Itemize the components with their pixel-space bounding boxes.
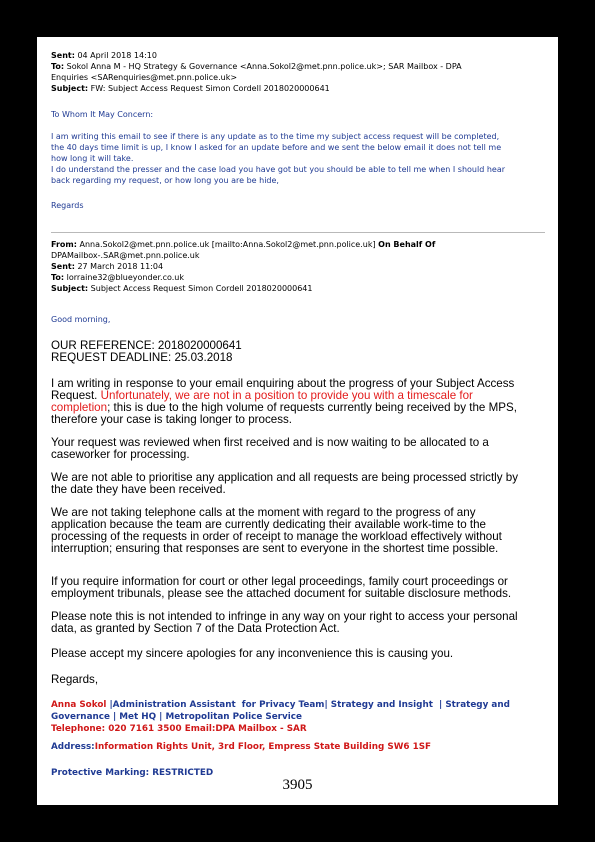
request-deadline: REQUEST DEADLINE: 25.03.2018 (51, 351, 233, 364)
signature-line-2: Governance | Met HQ | Metropolitan Police Service (51, 712, 302, 722)
body-line: processing of the requests in order of receipt to manage the workload effectively without (51, 530, 502, 543)
signature-address: Address:Information Rights Unit, 3rd Floor, Empress State Building SW6 1SF (51, 742, 432, 752)
protective-marking: Protective Marking: RESTRICTED (51, 768, 214, 778)
fw-greeting: To Whom It May Concern: (51, 110, 154, 119)
body-line: completion; this is due to the high volume of requests currently being received by the MPS, (51, 401, 517, 414)
body-line: I am writing in response to your email enquiring about the progress of your Subject Access (51, 377, 515, 390)
body-line: Please accept my sincere apologies for any inconvenience this is causing you. (51, 647, 454, 660)
fw-to-line: To: Sokol Anna M - HQ Strategy & Governance <Anna.Sokol2@met.pnn.police.uk>; SAR Mailbox - DPA (51, 62, 462, 71)
body-line: We are not able to prioritise any application and all requests are being processed strictly by (51, 471, 519, 484)
body-line: application because the team are currently dedicating their available work-time to the (51, 518, 487, 531)
fw-to-line-2: Enquiries <SARenquiries@met.pnn.police.uk> (51, 73, 238, 82)
fw-paragraph-line: the 40 days time limit is up, I know I asked for an update before and we sent the below email it does not tell me (51, 143, 502, 152)
reference-number: OUR REFERENCE: 2018020000641 (51, 339, 242, 352)
fw-paragraph-line: I am writing this email to see if there is any update as to the time my subject access request will be completed, (51, 132, 500, 141)
body-line: If you require information for court or other legal proceedings, family court proceedings or (51, 575, 508, 588)
fw-sent-line: Sent: 04 April 2018 14:10 (51, 51, 157, 60)
fw-subject-line: Subject: FW: Subject Access Request Simon Cordell 2018020000641 (51, 84, 330, 93)
orig-from-line: From: Anna.Sokol2@met.pnn.police.uk [mailto:Anna.Sokol2@met.pnn.police.uk] On Behalf Of (51, 240, 436, 249)
document-page (37, 37, 558, 805)
page-number: 3905 (282, 777, 313, 793)
body-line: Request. Unfortunately, we are not in a position to provide you with a timescale for (51, 389, 473, 402)
divider-rule (51, 232, 545, 233)
body-line: employment tribunals, please see the attached document for suitable disclosure methods. (51, 587, 512, 600)
signature-line-1: Anna Sokol |Administration Assistant for Privacy Team| Strategy and Insight | Strategy and (51, 700, 510, 710)
orig-sent-line: Sent: 27 March 2018 11:04 (51, 262, 164, 271)
fw-paragraph-line: back regarding my request, or how long you are be hide, (51, 176, 279, 185)
body-line: Please note this is not intended to infringe in any way on your right to access your personal (51, 610, 518, 623)
fw-paragraph-line: how long it will take. (51, 154, 134, 163)
body-line: interruption; ensuring that responses are sent to everyone in the shortest time possible. (51, 542, 499, 555)
body-line: data, as granted by Section 7 of the Data Protection Act. (51, 622, 340, 635)
body-line: the date they have been received. (51, 483, 226, 496)
body-line: caseworker for processing. (51, 448, 190, 461)
body-line: therefore your case is taking longer to process. (51, 413, 293, 426)
orig-from-line-2: DPAMailbox-.SAR@met.pnn.police.uk (51, 251, 200, 260)
signature-telephone: Telephone: 020 7161 3500 Email:DPA Mailbox - SAR (51, 724, 307, 734)
orig-subject-line: Subject: Subject Access Request Simon Cordell 2018020000641 (51, 284, 313, 293)
body-line: We are not taking telephone calls at the moment with regard to the progress of any (51, 506, 476, 519)
orig-closing: Regards, (51, 673, 99, 686)
orig-greeting: Good morning, (51, 315, 111, 324)
orig-to-line: To: lorraine32@blueyonder.co.uk (51, 273, 184, 282)
fw-closing: Regards (51, 201, 84, 210)
fw-paragraph-line: I do understand the presser and the case load you have got but you should be able to tell me when I should hear (51, 165, 506, 174)
body-line: Your request was reviewed when first received and is now waiting to be allocated to a (51, 436, 489, 449)
